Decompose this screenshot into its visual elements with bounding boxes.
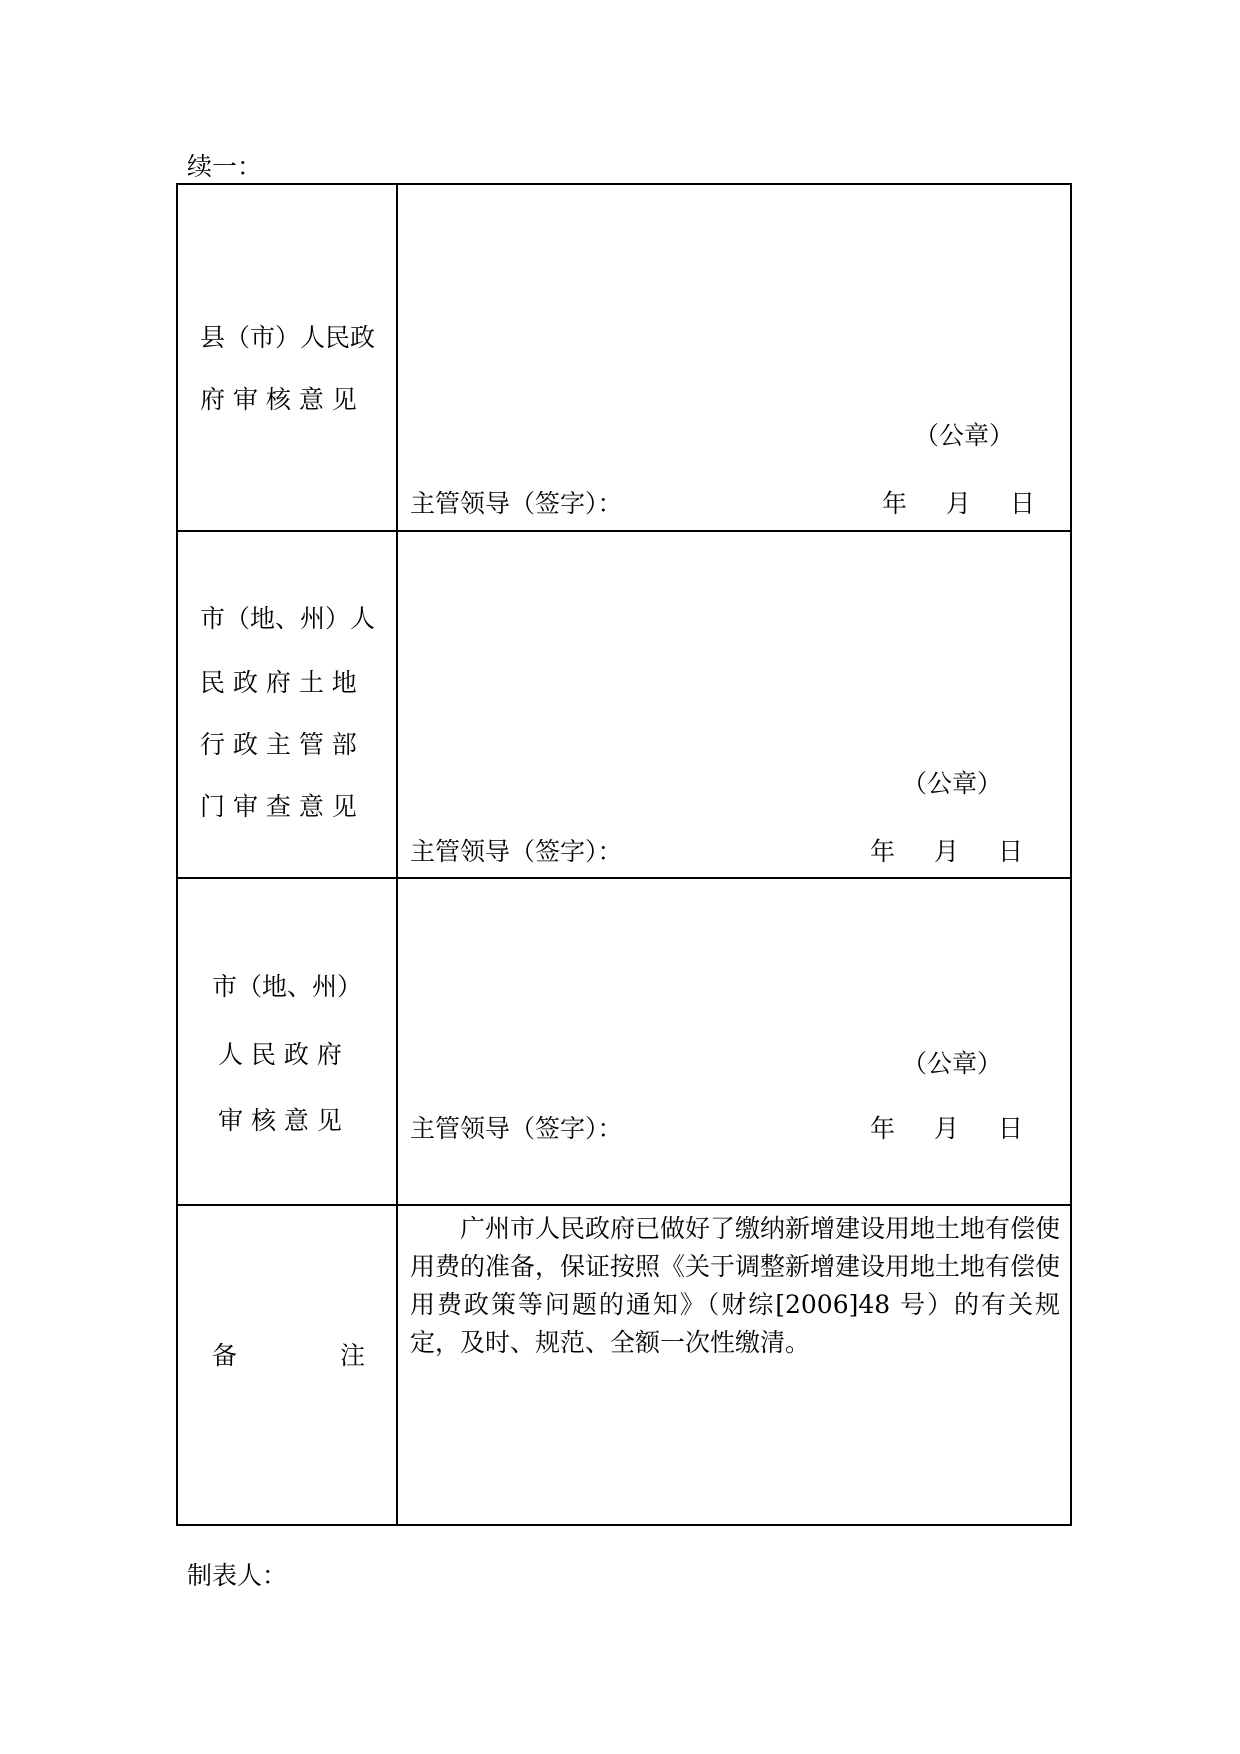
prefecture-review-row: [178, 877, 1070, 1204]
row-label-line: 行 政 主 管 部: [200, 730, 357, 759]
row-label-line: 门 审 查 意 见: [200, 792, 357, 821]
county-review-label-cell: [178, 185, 398, 530]
date-year-label: 年: [870, 837, 896, 866]
land-dept-review-row: [178, 530, 1070, 877]
remarks-content-cell[interactable]: [398, 1206, 1070, 1524]
date-day-label: 日: [998, 1114, 1024, 1143]
form-preparer-label: 制表人：: [187, 1561, 288, 1590]
county-review-row: [178, 185, 1070, 530]
leader-signature-label: 主管领导（签字）：: [410, 489, 623, 518]
remarks-label-cell: [178, 1206, 398, 1524]
date-month-label: 月: [934, 1114, 960, 1143]
row-label-line: 府 审 核 意 见: [200, 385, 357, 414]
remarks-row: [178, 1204, 1070, 1524]
official-seal-label: （公章）: [902, 769, 1003, 798]
row-label-line: 市（地、州）: [212, 972, 363, 1001]
leader-signature-label: 主管领导（签字）：: [410, 837, 623, 866]
date-day-label: 日: [1010, 489, 1036, 518]
row-label-line: 民 政 府 土 地: [200, 668, 357, 697]
remarks-text: 广州市人民政府已做好了缴纳新增建设用地土地有偿使用费的准备，保证按照《关于调整新增建设用地土地有偿使用费政策等问题的通知》（财综[2006]48 号）的有关规定，及时、规范、全额一次性缴清。: [410, 1214, 1061, 1357]
official-seal-label: （公章）: [914, 421, 1015, 450]
remarks-label-right: 注: [340, 1341, 366, 1370]
official-seal-label: （公章）: [902, 1049, 1003, 1078]
row-label-line: 市（地、州）人: [200, 604, 376, 633]
date-day-label: 日: [998, 837, 1024, 866]
prefecture-review-opinion-cell[interactable]: [398, 879, 1070, 1204]
leader-signature-label: 主管领导（签字）：: [410, 1114, 623, 1143]
date-month-label: 月: [934, 837, 960, 866]
land-dept-review-label-cell: [178, 532, 398, 877]
county-review-opinion-cell[interactable]: [398, 185, 1070, 530]
page-heading: 续一：: [187, 152, 263, 181]
date-year-label: 年: [882, 489, 908, 518]
row-label-line: 县（市）人民政: [200, 323, 376, 352]
remarks-label-left: 备: [212, 1341, 238, 1370]
date-year-label: 年: [870, 1114, 896, 1143]
prefecture-review-label-cell: [178, 879, 398, 1204]
date-month-label: 月: [946, 489, 972, 518]
land-dept-review-opinion-cell[interactable]: [398, 532, 1070, 877]
row-label-line: 审 核 意 见: [218, 1106, 342, 1135]
row-label-line: 人 民 政 府: [218, 1040, 342, 1069]
approval-form-table: [176, 183, 1072, 1526]
